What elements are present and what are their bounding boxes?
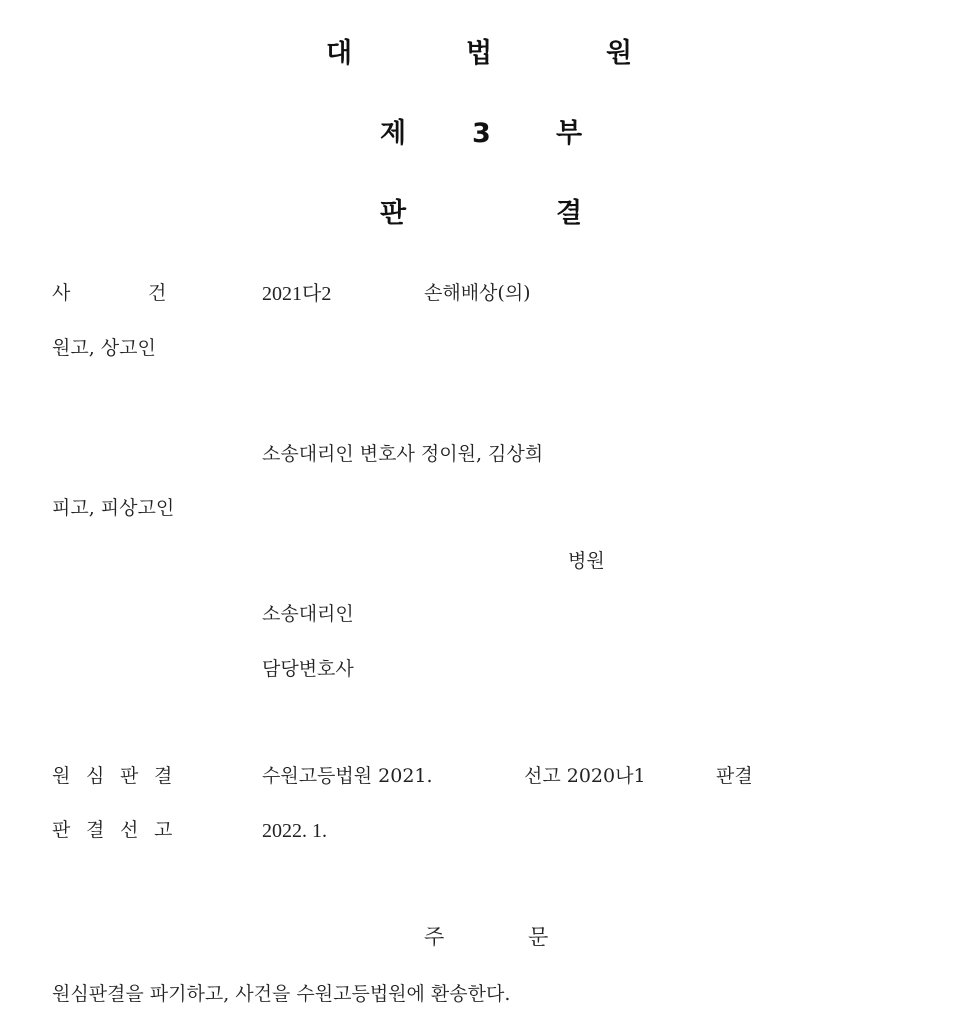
defendant-label: 피고, 피상고인 <box>52 497 175 519</box>
case-label-char-2: 건 <box>148 282 167 304</box>
order-text: 원심판결을 파기하고, 사건을 수원고등법원에 환송한다. <box>52 983 511 1005</box>
case-name: 손해배상(의) <box>424 282 531 304</box>
order-title-char-1: 주 <box>424 925 445 949</box>
defendant-lawyer-label: 담당변호사 <box>262 658 354 680</box>
pronouncement-label-char-4: 고 <box>154 819 173 841</box>
pronouncement-label-char-3: 선 <box>120 819 139 841</box>
division-char-2: 3 <box>472 118 491 149</box>
division-char-1: 제 <box>380 118 407 149</box>
court-char-2: 법 <box>466 38 493 69</box>
pronouncement-label-char-2: 결 <box>86 819 105 841</box>
pronouncement-label-char-1: 판 <box>52 819 71 841</box>
doc-type-char-2: 결 <box>556 198 583 229</box>
plaintiff-label: 원고, 상고인 <box>52 337 156 359</box>
original-judgment-court-date: 수원고등법원 2021. <box>262 765 433 787</box>
doc-type-char-1: 판 <box>380 198 407 229</box>
order-title-char-2: 문 <box>528 925 549 949</box>
original-judgment-suffix: 판결 <box>716 765 753 787</box>
original-judgment-case-no: 선고 2020나1 <box>524 765 646 787</box>
division-char-3: 부 <box>556 118 583 149</box>
case-number: 2021다2 <box>262 283 332 305</box>
pronouncement-date: 2022. 1. <box>262 820 327 842</box>
defendant-attorney-label: 소송대리인 <box>262 603 354 625</box>
original-judgment-label-char-1: 원 <box>52 765 71 787</box>
original-judgment-label-char-4: 결 <box>154 765 173 787</box>
plaintiff-attorney: 소송대리인 변호사 정이원, 김상희 <box>262 443 544 465</box>
court-char-1: 대 <box>326 38 353 69</box>
defendant-hospital: 병원 <box>568 550 605 572</box>
court-char-3: 원 <box>606 38 633 69</box>
case-label-char-1: 사 <box>52 282 71 304</box>
original-judgment-label-char-3: 판 <box>120 765 139 787</box>
original-judgment-label-char-2: 심 <box>86 765 105 787</box>
